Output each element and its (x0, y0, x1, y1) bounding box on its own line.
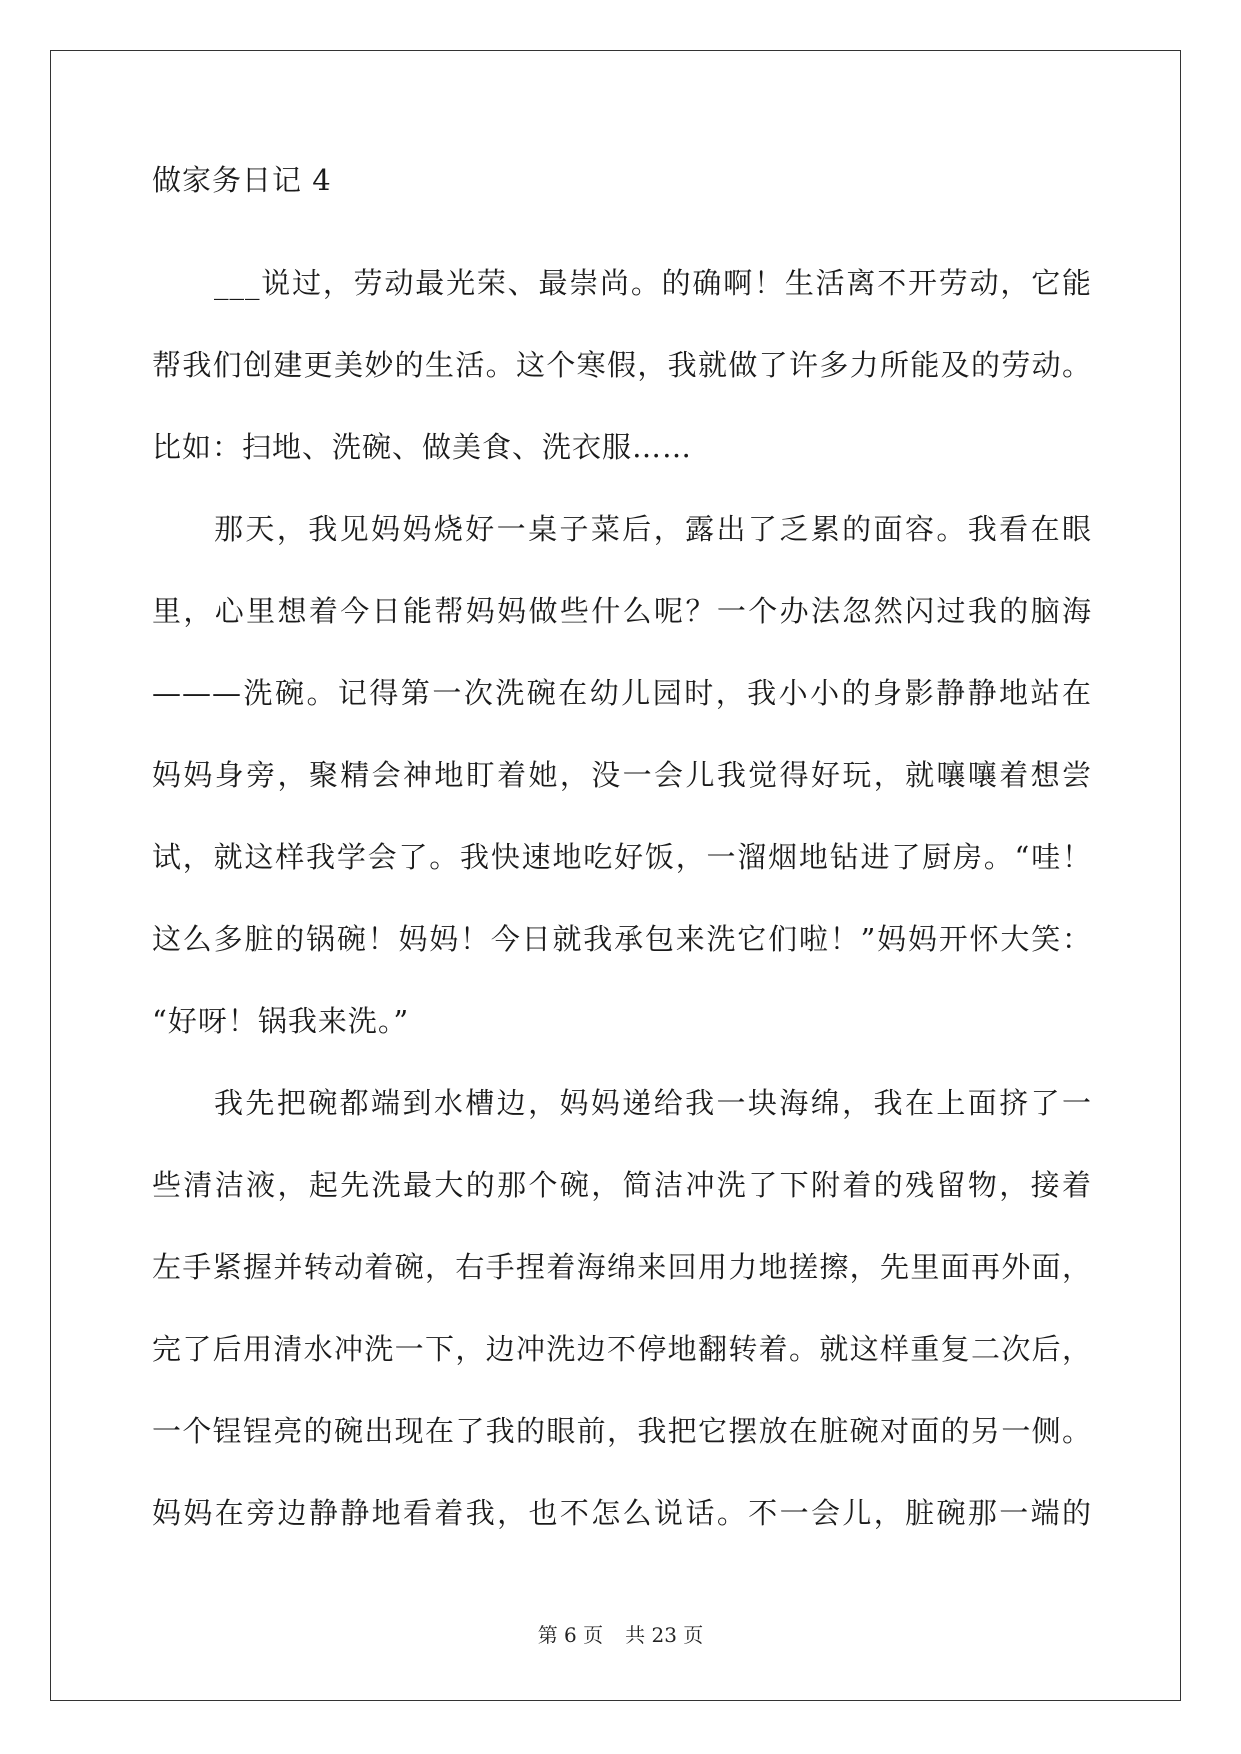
text-line: 妈妈在旁边静静地看着我，也不怎么说话。不一会儿，脏碗那一端的 (152, 1496, 1092, 1530)
text-line: “好呀！锅我来洗。” (152, 1004, 410, 1038)
text-line: 帮我们创建更美妙的生活。这个寒假，我就做了许多力所能及的劳动。 (152, 348, 1092, 382)
text-line: 完了后用清水冲洗一下，边冲洗边不停地翻转着。就这样重复二次后， (152, 1332, 1092, 1366)
text-line: 里，心里想着今日能帮妈妈做些什么呢？一个办法忽然闪过我的脑海 (152, 594, 1092, 628)
page-footer (0, 1622, 1241, 1648)
text-line: 比如：扫地、洗碗、做美食、洗衣服…… (152, 430, 693, 464)
text-line: ___说过，劳动最光荣、最崇尚。的确啊！生活离不开劳动，它能 (214, 266, 1092, 300)
text-line: 试，就这样我学会了。我快速地吃好饭，一溜烟地钻进了厨房。“哇！ (152, 840, 1092, 874)
text-line: 那天，我见妈妈烧好一桌子菜后，露出了乏累的面容。我看在眼 (214, 512, 1092, 546)
text-line: 这么多脏的锅碗！妈妈！今日就我承包来洗它们啦！”妈妈开怀大笑： (152, 922, 1092, 956)
total-page-count: 共 23 页 (625, 1623, 704, 1647)
paragraph-3 (152, 1062, 1092, 1554)
paragraph-2 (152, 488, 1092, 1062)
text-line: 一个锃锃亮的碗出现在了我的眼前，我把它摆放在脏碗对面的另一侧。 (152, 1414, 1092, 1448)
document-title: 做家务日记 4 (152, 163, 332, 197)
current-page-number: 第 6 页 (537, 1623, 604, 1647)
text-line: 我先把碗都端到水槽边，妈妈递给我一块海绵，我在上面挤了一 (214, 1086, 1092, 1120)
document-body (152, 160, 1092, 1554)
text-line: 妈妈身旁，聚精会神地盯着她，没一会儿我觉得好玩，就嚷嚷着想尝 (152, 758, 1092, 792)
text-line: 左手紧握并转动着碗，右手捏着海绵来回用力地搓擦，先里面再外面， (152, 1250, 1092, 1284)
text-line: ———洗碗。记得第一次洗碗在幼儿园时，我小小的身影静静地站在 (152, 676, 1092, 710)
paragraph-1 (152, 242, 1092, 488)
text-line: 些清洁液，起先洗最大的那个碗，简洁冲洗了下附着的残留物，接着 (152, 1168, 1092, 1202)
